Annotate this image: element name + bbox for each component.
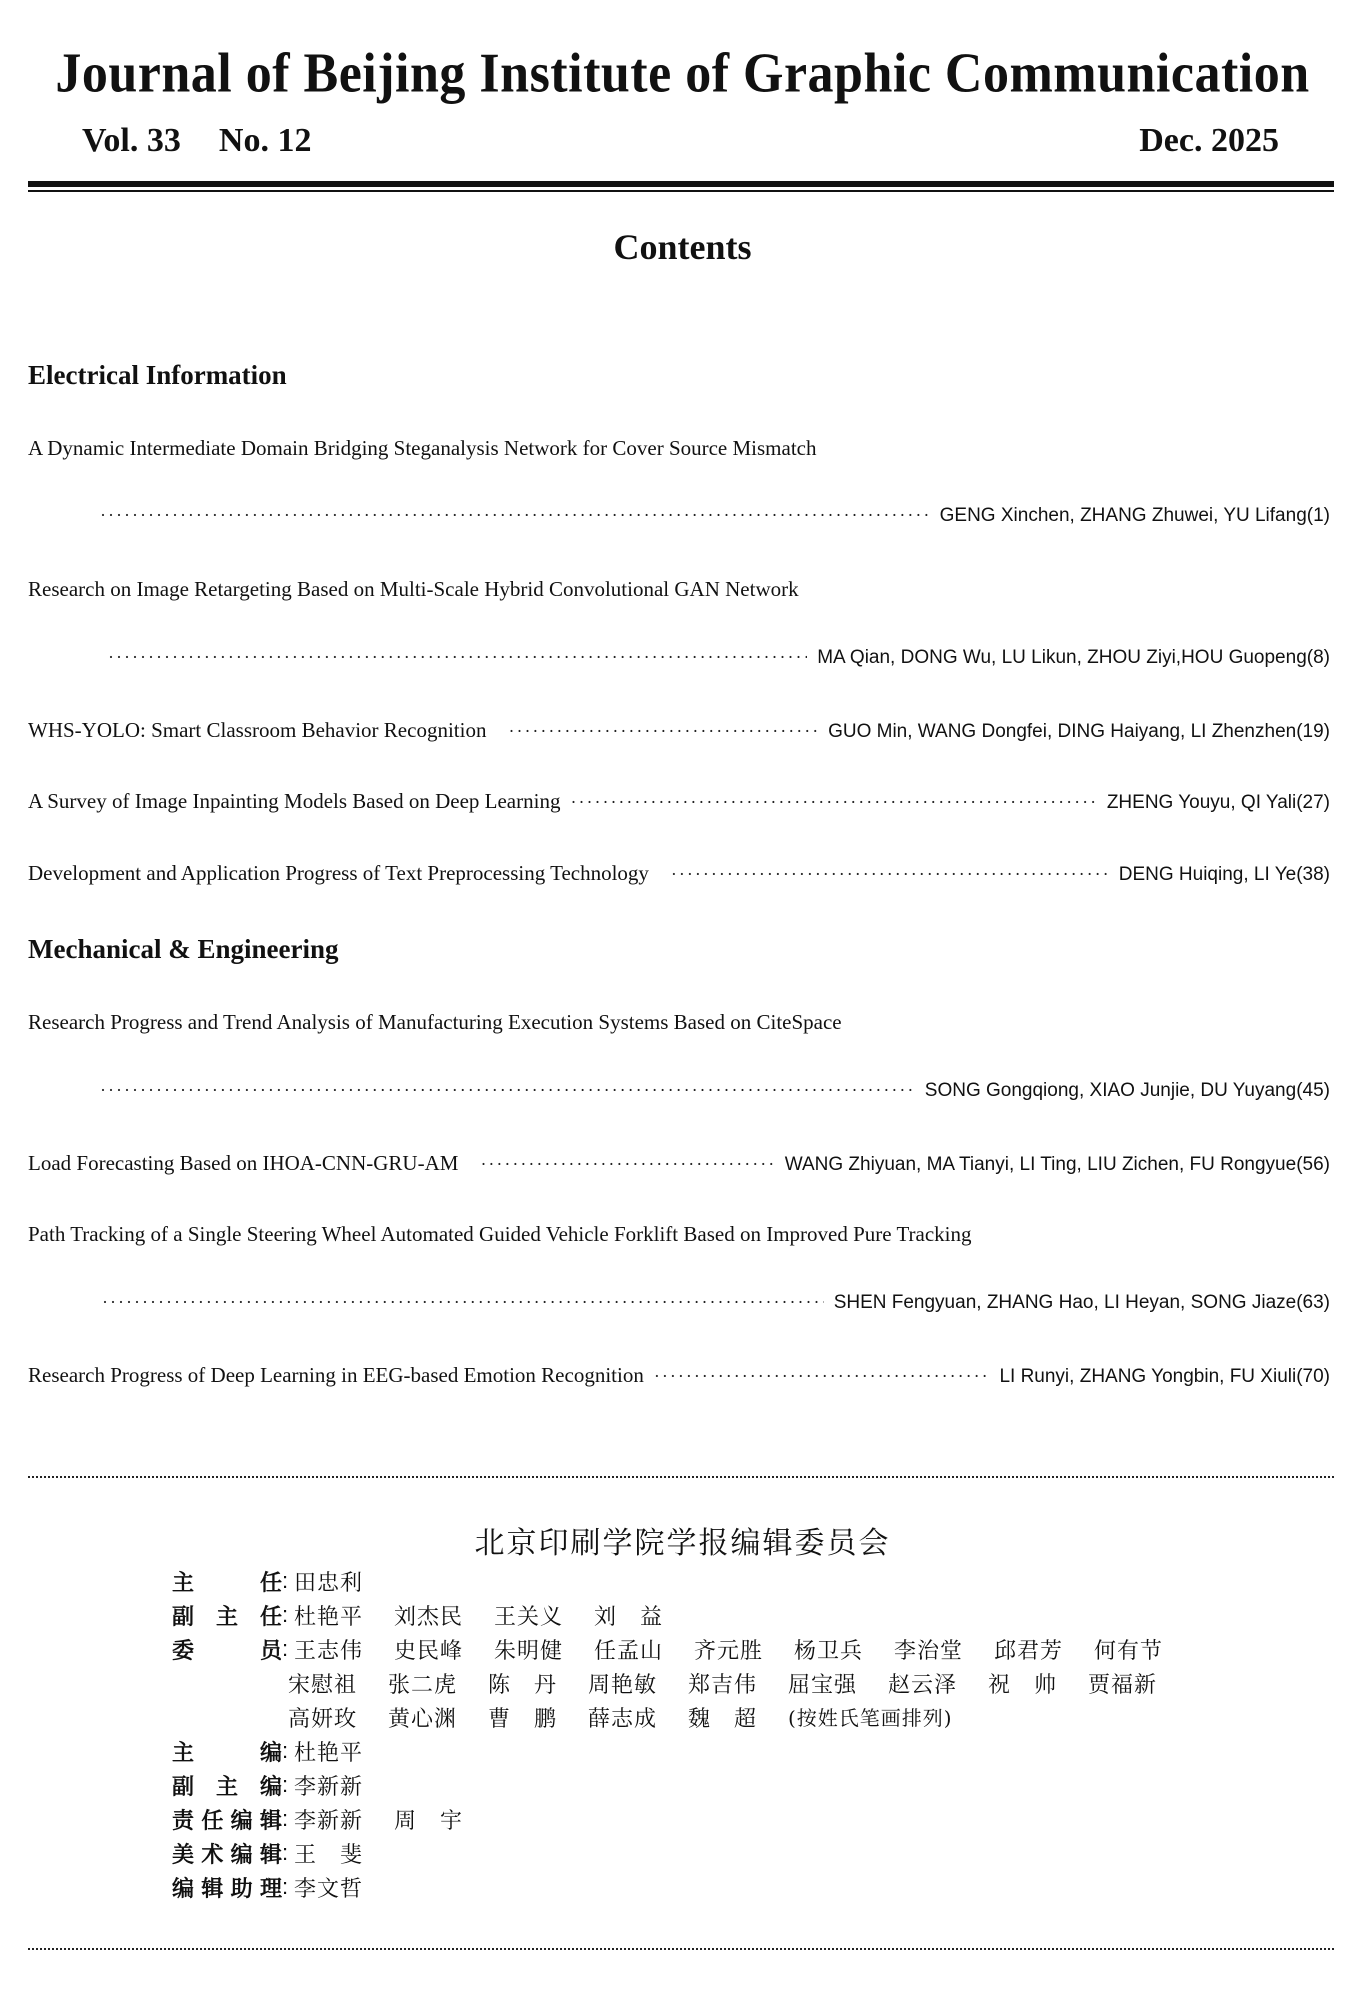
entry-page: (8) (1306, 647, 1330, 668)
entry-page: (1) (1306, 505, 1330, 526)
volume: Vol. 33 (82, 122, 181, 159)
entry-title: A Dynamic Intermediate Domain Bridging Steganalysis Network for Cover Source Mismatch (28, 436, 817, 460)
board-colon: : (282, 1738, 289, 1763)
board-name: 李治堂 (894, 1637, 964, 1663)
board-label: 美 术 编 辑 (172, 1841, 282, 1867)
board-row-deputy-editor (172, 1768, 1194, 1802)
leader-dots (100, 505, 930, 526)
board-colon: : (282, 1772, 289, 1797)
entry-authors: ZHENG Youyu, QI Yali (1106, 792, 1297, 813)
entry-line (28, 861, 1330, 891)
board-name: 高妍玫 (288, 1705, 358, 1731)
board-colon: : (282, 1806, 289, 1831)
entry-authors-line (98, 647, 1330, 677)
board-row-responsible-editor (172, 1802, 1194, 1836)
leader-dots (480, 1154, 774, 1175)
board-name: 李新新 (294, 1807, 364, 1833)
entry-authors-line (90, 505, 1330, 535)
board-label: 编 辑 助 理 (172, 1875, 282, 1901)
entry-authors: GUO Min, WANG Dongfei, DING Haiyang, LI Zhenzhen (828, 721, 1297, 742)
board-name: 张二虎 (388, 1671, 458, 1697)
section-divider-top (28, 1476, 1334, 1478)
board-label: 副 主 编 (172, 1773, 282, 1799)
leader-dots (570, 792, 1096, 813)
issue-number: No. 12 (218, 122, 312, 159)
entry-page: (70) (1296, 1366, 1330, 1387)
contents-heading: Contents (613, 227, 752, 267)
board-label: 副 主 任 (172, 1603, 282, 1629)
board-name: 贾福新 (1088, 1671, 1158, 1697)
board-name: 任孟山 (594, 1637, 664, 1663)
board-name: 王志伟 (294, 1637, 364, 1663)
board-label: 责 任 编 辑 (172, 1807, 282, 1833)
board-label: 主 任 (172, 1569, 282, 1595)
board-name: 宋慰祖 (288, 1671, 358, 1697)
board-row-members-continued (172, 1666, 1194, 1700)
board-row-editor-in-chief (172, 1734, 1194, 1768)
entry-page: (45) (1296, 1080, 1330, 1101)
entry-title: Path Tracking of a Single Steering Wheel Automated Guided Vehicle Forklift Based on Improved Pure Tracking (28, 1222, 972, 1246)
board-colon: : (282, 1568, 289, 1593)
leader-dots (100, 1080, 915, 1101)
board-name: 王关义 (494, 1603, 564, 1629)
board-name: 史民峰 (394, 1637, 464, 1663)
board-name: 杨卫兵 (794, 1637, 864, 1663)
entry-title: Research Progress and Trend Analysis of Manufacturing Execution Systems Based on CiteSpace (28, 1010, 842, 1034)
board-name: 邱君芳 (994, 1637, 1064, 1663)
entry-title: Research Progress of Deep Learning in EEG-based Emotion Recognition (28, 1363, 644, 1387)
section-divider-bottom (28, 1948, 1334, 1950)
board-name: 李新新 (294, 1773, 364, 1799)
leader-dots (508, 721, 818, 742)
board-name: 王 斐 (294, 1841, 364, 1867)
entry-title: WHS-YOLO: Smart Classroom Behavior Recognition (28, 718, 487, 742)
leader-dots (654, 1366, 990, 1387)
board-label: 主 编 (172, 1739, 282, 1765)
entry-page: (38) (1296, 864, 1330, 885)
entry-authors: SHEN Fengyuan, ZHANG Hao, LI Heyan, SONG Jiaze (833, 1292, 1297, 1313)
board-name: 李文哲 (294, 1875, 364, 1901)
entry-line (28, 1363, 1330, 1393)
leader-dots (671, 864, 1109, 885)
entry-authors: SONG Gongqiong, XIAO Junjie, DU Yuyang (924, 1080, 1297, 1101)
board-name: 魏 超 (688, 1705, 758, 1731)
board-colon: : (282, 1840, 289, 1865)
issue-volume-number (82, 122, 311, 160)
entry-page: (56) (1296, 1154, 1330, 1175)
board-colon: : (282, 1602, 289, 1627)
leader-dots (108, 647, 807, 668)
board-name: 何有节 (1094, 1637, 1164, 1663)
board-name: 周 宇 (394, 1807, 464, 1833)
entry-line (28, 718, 1330, 748)
entry-line (28, 789, 1330, 819)
board-name: 刘 益 (594, 1603, 664, 1629)
section-heading-mechanical: Mechanical & Engineering (28, 934, 339, 964)
section-heading-electrical: Electrical Information (28, 360, 287, 390)
board-ordering-note: (按姓氏笔画排列) (788, 1705, 953, 1730)
board-name: 曹 鹏 (488, 1705, 558, 1731)
board-name: 郑吉伟 (688, 1671, 758, 1697)
journal-title: Journal of Beijing Institute of Graphic Communication (55, 42, 1310, 105)
entry-authors: DENG Huiqing, LI Ye (1118, 864, 1297, 885)
board-row-members-continued (172, 1700, 1194, 1734)
board-name: 齐元胜 (694, 1637, 764, 1663)
leader-dots (102, 1292, 824, 1313)
board-name: 田忠利 (294, 1569, 364, 1595)
board-name: 刘杰民 (394, 1603, 464, 1629)
board-row-art-editor (172, 1836, 1194, 1870)
entry-authors: LI Runyi, ZHANG Yongbin, FU Xiuli (999, 1366, 1297, 1387)
entry-authors-line (90, 1080, 1330, 1110)
board-name: 周艳敏 (588, 1671, 658, 1697)
entry-page: (63) (1296, 1292, 1330, 1313)
board-row-editorial-assistant (172, 1870, 1194, 1904)
entry-page: (19) (1296, 721, 1330, 742)
board-colon: : (282, 1636, 289, 1661)
header-rule-thin (28, 190, 1334, 192)
entry-authors: WANG Zhiyuan, MA Tianyi, LI Ting, LIU Zichen, FU Rongyue (784, 1154, 1297, 1175)
entry-title: Load Forecasting Based on IHOA-CNN-GRU-AM (28, 1151, 459, 1175)
board-name: 杜艳平 (294, 1739, 364, 1765)
entry-title: Research on Image Retargeting Based on Multi-Scale Hybrid Convolutional GAN Network (28, 577, 799, 601)
board-label: 委 员 (172, 1637, 282, 1663)
entry-authors-line (92, 1292, 1330, 1322)
entry-title: Development and Application Progress of Text Preprocessing Technology (28, 861, 649, 885)
board-row-deputy-director (172, 1598, 1194, 1632)
entry-page: (27) (1296, 792, 1330, 813)
entry-line (28, 1151, 1330, 1181)
board-name: 杜艳平 (294, 1603, 364, 1629)
entry-authors: MA Qian, DONG Wu, LU Likun, ZHOU Ziyi,HOU Guopeng (817, 647, 1307, 668)
board-name: 陈 丹 (488, 1671, 558, 1697)
board-name: 薛志成 (588, 1705, 658, 1731)
board-colon: : (282, 1874, 289, 1899)
issue-date: Dec. 2025 (1139, 122, 1279, 159)
editorial-board-list (172, 1564, 1194, 1904)
board-row-director (172, 1564, 1194, 1598)
board-name: 朱明健 (494, 1637, 564, 1663)
board-name: 屈宝强 (788, 1671, 858, 1697)
editorial-board-title: 北京印刷学院学报编辑委员会 (474, 1527, 891, 1560)
header-rule-thick (28, 181, 1334, 187)
board-row-members (172, 1632, 1194, 1666)
entry-authors: GENG Xinchen, ZHANG Zhuwei, YU Lifang (939, 505, 1307, 526)
board-name: 黄心渊 (388, 1705, 458, 1731)
board-name: 祝 帅 (988, 1671, 1058, 1697)
entry-title: A Survey of Image Inpainting Models Based on Deep Learning (28, 789, 561, 813)
board-name: 赵云泽 (888, 1671, 958, 1697)
